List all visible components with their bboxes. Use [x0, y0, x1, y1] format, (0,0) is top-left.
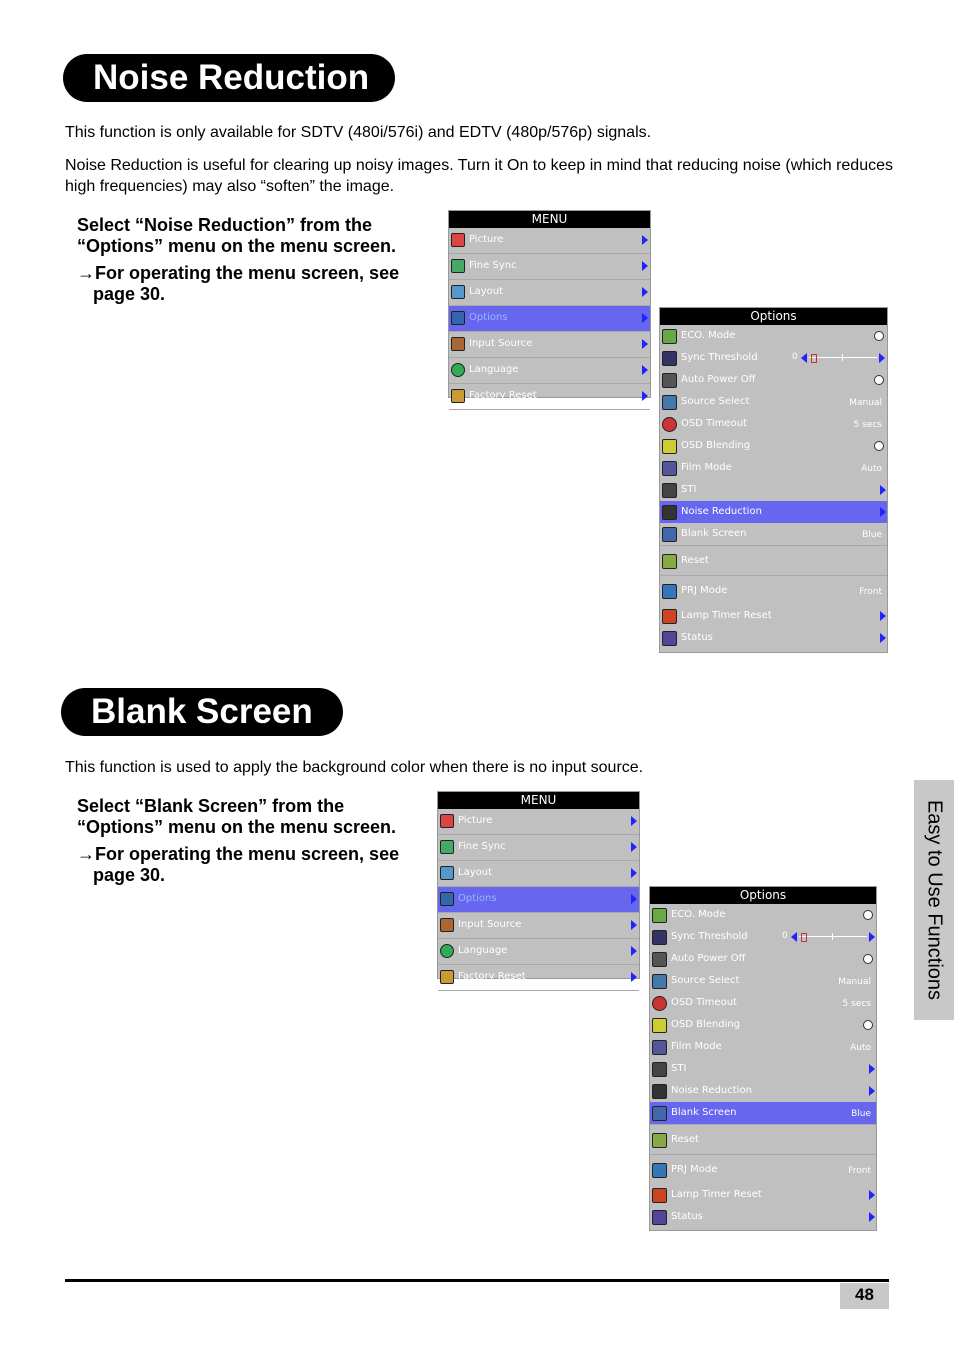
input-source-icon	[440, 918, 454, 932]
menu-item-options[interactable]	[449, 306, 650, 332]
radio-button[interactable]	[874, 375, 884, 385]
main-menu-screenshot-1	[448, 210, 651, 401]
factory-reset-icon	[440, 970, 454, 984]
source-select-icon	[662, 395, 677, 410]
noise-reduction-paragraph-1: This function is only available for SDTV (480i/576i) and EDTV (480p/576p) signals.	[65, 124, 652, 141]
sti-speaker-icon	[652, 1062, 667, 1077]
auto-power-off-icon	[652, 952, 667, 967]
option-reset[interactable]	[660, 545, 887, 575]
eco-mode-icon	[662, 329, 677, 344]
osd-blending-icon	[662, 439, 677, 454]
option-sti[interactable]	[650, 1058, 876, 1080]
reference-line: →For operating the menu screen, see	[77, 844, 400, 864]
blank-screen-paragraph: This function is used to apply the background color when there is no input source.	[65, 759, 644, 776]
option-label: Source Select	[671, 975, 740, 986]
noise-reduction-reference	[77, 263, 427, 305]
option-label: Reset	[671, 1134, 699, 1145]
prj-mode-icon	[652, 1163, 667, 1178]
option-value: Auto	[861, 464, 882, 474]
option-osd-timeout[interactable]	[650, 992, 876, 1014]
option-label: Status	[671, 1211, 703, 1222]
option-value: 5 secs	[842, 999, 871, 1009]
noise-reduction-icon	[652, 1084, 667, 1099]
menu-item-label: Options	[458, 893, 497, 904]
option-label: Lamp Timer Reset	[681, 610, 772, 621]
status-icon	[652, 1210, 667, 1225]
menu-title: MENU	[438, 792, 639, 809]
menu-item-fine-sync[interactable]	[438, 835, 639, 861]
noise-reduction-instruction: Select “Noise Reduction” from the “Options” menu on the menu screen.	[77, 215, 397, 256]
option-status[interactable]	[660, 627, 887, 649]
reset-icon	[652, 1133, 667, 1148]
menu-title: MENU	[449, 211, 650, 228]
option-osd-blending[interactable]	[650, 1014, 876, 1036]
menu-item-options[interactable]	[438, 887, 639, 913]
arrow-right-icon	[869, 1190, 875, 1200]
layout-icon	[440, 866, 454, 880]
option-label: ECO. Mode	[681, 330, 736, 341]
option-osd-timeout[interactable]	[660, 413, 887, 435]
option-label: Noise Reduction	[671, 1085, 752, 1096]
blank-screen-icon	[652, 1106, 667, 1121]
noise-reduction-heading: Noise Reduction	[63, 54, 395, 102]
menu-item-layout[interactable]	[449, 280, 650, 306]
chapter-side-tab-label: Easy to Use Functions	[923, 799, 946, 1001]
reference-page: page 30.	[93, 284, 166, 304]
option-label: STI	[671, 1063, 687, 1074]
prj-mode-icon	[662, 584, 677, 599]
option-eco-mode[interactable]	[650, 904, 876, 926]
menu-item-label: Options	[469, 312, 508, 323]
menu-item-picture[interactable]	[449, 228, 650, 254]
option-source-select[interactable]	[660, 391, 887, 413]
option-label: Status	[681, 632, 713, 643]
option-eco-mode[interactable]	[660, 325, 887, 347]
layout-icon	[451, 285, 465, 299]
option-blank-screen[interactable]	[660, 523, 887, 545]
option-source-select[interactable]	[650, 970, 876, 992]
clock-icon	[662, 417, 677, 432]
sync-threshold-icon	[652, 930, 667, 945]
sti-speaker-icon	[662, 483, 677, 498]
menu-item-label: Factory Reset	[469, 390, 537, 401]
option-label: Sync Threshold	[671, 931, 748, 942]
arrow-right-icon	[642, 391, 648, 401]
picture-icon	[440, 814, 454, 828]
options-icon	[451, 311, 465, 325]
arrow-right-icon	[631, 894, 637, 904]
arrow-right-icon	[631, 946, 637, 956]
menu-item-picture[interactable]	[438, 809, 639, 835]
option-osd-blending[interactable]	[660, 435, 887, 457]
option-sti[interactable]	[660, 479, 887, 501]
option-value: Manual	[849, 398, 882, 408]
arrow-right-icon	[869, 1064, 875, 1074]
lamp-timer-reset-icon	[652, 1188, 667, 1203]
status-icon	[662, 631, 677, 646]
arrow-right-icon	[880, 611, 886, 621]
option-value: Front	[859, 587, 882, 597]
menu-item-label: Language	[458, 945, 508, 956]
slider-knob[interactable]	[811, 354, 817, 363]
arrow-right-icon	[879, 353, 885, 363]
blank-screen-instruction-block	[77, 796, 427, 886]
slider-value: 0	[792, 352, 798, 362]
options-title: Options	[650, 887, 876, 904]
menu-item-fine-sync[interactable]	[449, 254, 650, 280]
eco-mode-icon	[652, 908, 667, 923]
arrow-right-icon	[631, 842, 637, 852]
option-label: PRJ Mode	[671, 1164, 718, 1175]
options-menu-screenshot-1	[659, 307, 888, 653]
menu-item-label: Layout	[469, 286, 503, 297]
film-mode-icon	[652, 1040, 667, 1055]
option-label: OSD Blending	[681, 440, 751, 451]
option-reset[interactable]	[650, 1124, 876, 1154]
language-globe-icon	[451, 363, 465, 377]
option-sync-threshold[interactable]	[660, 347, 887, 369]
options-icon	[440, 892, 454, 906]
menu-item-layout[interactable]	[438, 861, 639, 887]
fine-sync-icon	[440, 840, 454, 854]
option-film-mode[interactable]	[660, 457, 887, 479]
lamp-timer-reset-icon	[662, 609, 677, 624]
option-value: Auto	[850, 1043, 871, 1053]
reference-line: →For operating the menu screen, see	[77, 263, 400, 283]
option-label: Reset	[681, 555, 709, 566]
arrow-right-icon	[642, 261, 648, 271]
radio-button[interactable]	[874, 331, 884, 341]
option-label: Auto Power Off	[681, 374, 756, 385]
arrow-right-icon	[869, 1086, 875, 1096]
option-label: Blank Screen	[671, 1107, 737, 1118]
footer-rule	[65, 1279, 889, 1282]
blank-screen-reference	[77, 844, 427, 886]
option-value: 5 secs	[853, 420, 882, 430]
option-film-mode[interactable]	[650, 1036, 876, 1058]
option-auto-power-off[interactable]	[660, 369, 887, 391]
blank-screen-icon	[662, 527, 677, 542]
slider-knob[interactable]	[801, 933, 807, 942]
menu-item-label: Picture	[458, 815, 493, 826]
option-noise-reduction[interactable]	[660, 501, 887, 523]
main-menu-screenshot-2	[437, 791, 640, 982]
arrow-right-icon	[642, 287, 648, 297]
arrow-left-icon	[791, 932, 797, 942]
menu-item-label: Fine Sync	[469, 260, 517, 271]
factory-reset-icon	[451, 389, 465, 403]
fine-sync-icon	[451, 259, 465, 273]
option-label: PRJ Mode	[681, 585, 728, 596]
slider-tick	[832, 933, 833, 940]
arrow-right-icon	[642, 365, 648, 375]
option-value: Blue	[851, 1109, 871, 1119]
options-menu-screenshot-2	[649, 886, 877, 1231]
page-number: 48	[840, 1283, 889, 1309]
language-globe-icon	[440, 944, 454, 958]
option-label: Blank Screen	[681, 528, 747, 539]
option-label: STI	[681, 484, 697, 495]
option-prj-mode[interactable]	[660, 575, 887, 605]
option-lamp-timer-reset[interactable]	[650, 1184, 876, 1206]
input-source-icon	[451, 337, 465, 351]
option-label: ECO. Mode	[671, 909, 726, 920]
noise-reduction-icon	[662, 505, 677, 520]
option-blank-screen[interactable]	[650, 1102, 876, 1124]
option-label: OSD Blending	[671, 1019, 741, 1030]
osd-blending-icon	[652, 1018, 667, 1033]
arrow-right-icon	[631, 816, 637, 826]
menu-item-label: Picture	[469, 234, 504, 245]
menu-item-label: Layout	[458, 867, 492, 878]
option-status[interactable]	[650, 1206, 876, 1228]
option-value: Manual	[838, 977, 871, 987]
arrow-right-icon	[642, 339, 648, 349]
sync-threshold-slider[interactable]	[792, 353, 885, 363]
arrow-right-icon	[880, 633, 886, 643]
sync-threshold-slider[interactable]	[782, 932, 875, 942]
menu-item-factory-reset[interactable]	[438, 965, 639, 991]
slider-value: 0	[782, 931, 788, 941]
option-label: OSD Timeout	[671, 997, 737, 1008]
noise-reduction-paragraph-2: Noise Reduction is useful for clearing up noisy images. Turn it On to keep in mind that reducing noise (which reduces high frequencies) may also “soften” the image.	[65, 157, 893, 195]
arrow-right-icon	[880, 485, 886, 495]
slider-track	[799, 936, 867, 937]
menu-item-input-source[interactable]	[438, 913, 639, 939]
auto-power-off-icon	[662, 373, 677, 388]
option-prj-mode[interactable]	[650, 1154, 876, 1184]
arrow-right-icon	[880, 507, 886, 517]
option-value: Blue	[862, 530, 882, 540]
option-auto-power-off[interactable]	[650, 948, 876, 970]
menu-item-label: Fine Sync	[458, 841, 506, 852]
reference-page: page 30.	[93, 865, 166, 885]
option-label: Film Mode	[681, 462, 732, 473]
option-label: Sync Threshold	[681, 352, 758, 363]
noise-reduction-instruction-block	[77, 215, 427, 305]
clock-icon	[652, 996, 667, 1011]
radio-button[interactable]	[863, 910, 873, 920]
blank-screen-instruction: Select “Blank Screen” from the “Options” menu on the menu screen.	[77, 796, 397, 837]
blank-screen-heading: Blank Screen	[61, 688, 343, 736]
arrow-right-icon	[631, 868, 637, 878]
reset-icon	[662, 554, 677, 569]
options-title: Options	[660, 308, 887, 325]
menu-item-language[interactable]	[438, 939, 639, 965]
option-label: Lamp Timer Reset	[671, 1189, 762, 1200]
option-label: Source Select	[681, 396, 750, 407]
option-label: Noise Reduction	[681, 506, 762, 517]
sync-threshold-icon	[662, 351, 677, 366]
slider-track	[809, 357, 877, 358]
menu-item-label: Input Source	[469, 338, 533, 349]
menu-item-label: Factory Reset	[458, 971, 526, 982]
chapter-side-tab	[914, 780, 954, 1020]
arrow-left-icon	[801, 353, 807, 363]
option-label: OSD Timeout	[681, 418, 747, 429]
option-label: Film Mode	[671, 1041, 722, 1052]
radio-button[interactable]	[863, 1020, 873, 1030]
menu-item-label: Language	[469, 364, 519, 375]
radio-button[interactable]	[874, 441, 884, 451]
radio-button[interactable]	[863, 954, 873, 964]
menu-item-language[interactable]	[449, 358, 650, 384]
option-sync-threshold[interactable]	[650, 926, 876, 948]
slider-tick	[842, 354, 843, 361]
arrow-right-icon	[631, 920, 637, 930]
source-select-icon	[652, 974, 667, 989]
film-mode-icon	[662, 461, 677, 476]
arrow-right-icon	[869, 932, 875, 942]
option-value: Front	[848, 1166, 871, 1176]
arrow-right-icon	[642, 235, 648, 245]
menu-item-label: Input Source	[458, 919, 522, 930]
menu-item-factory-reset[interactable]	[449, 384, 650, 410]
option-label: Auto Power Off	[671, 953, 746, 964]
menu-item-input-source[interactable]	[449, 332, 650, 358]
option-lamp-timer-reset[interactable]	[660, 605, 887, 627]
option-noise-reduction[interactable]	[650, 1080, 876, 1102]
arrow-right-icon	[631, 972, 637, 982]
arrow-right-icon	[869, 1212, 875, 1222]
arrow-right-icon	[642, 313, 648, 323]
picture-icon	[451, 233, 465, 247]
